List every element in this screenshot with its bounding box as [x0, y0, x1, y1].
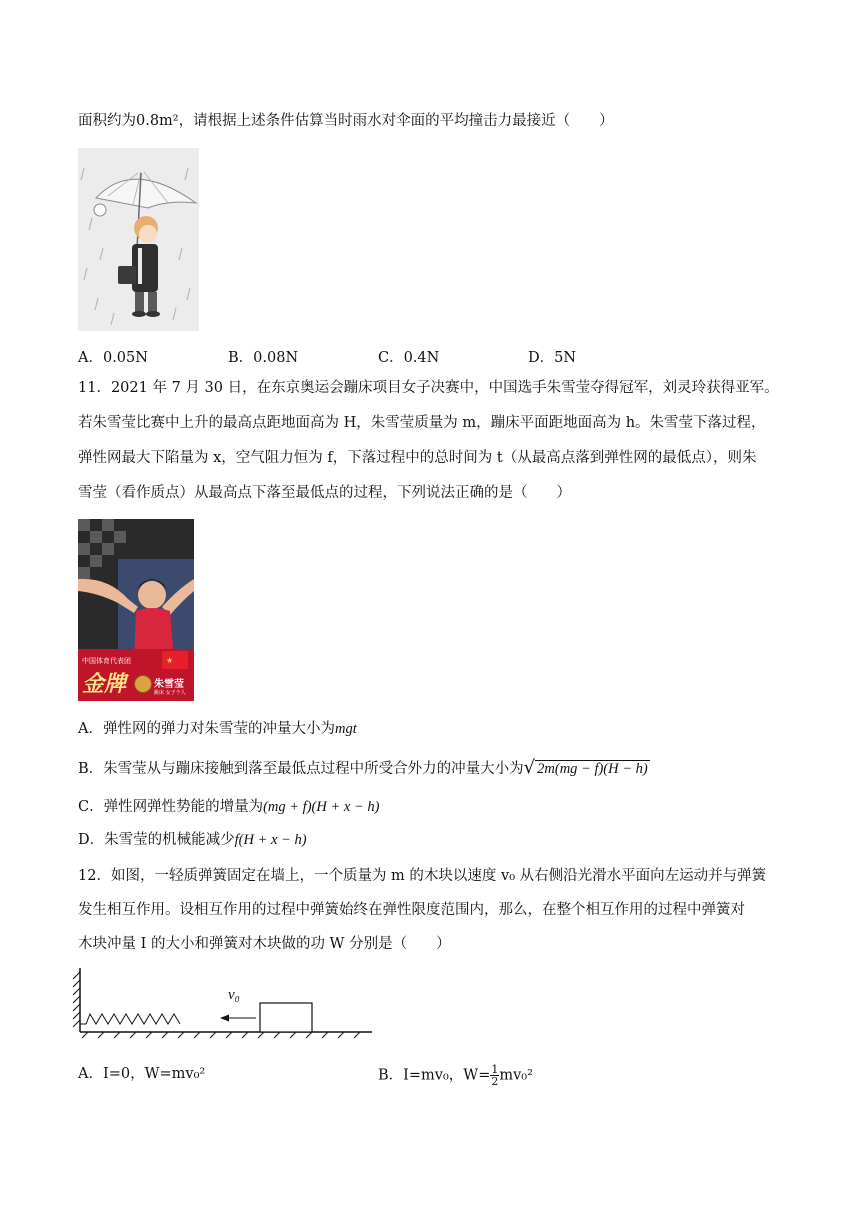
sqrt-symbol: √: [523, 757, 536, 778]
gold-medal-icon: [134, 675, 152, 693]
q11-option-a: [78, 719, 357, 739]
fraction-denominator: 2: [491, 1075, 499, 1088]
velocity-label: v₀: [228, 987, 240, 1003]
fraction-one-half: [490, 1064, 499, 1087]
photo-athlete-name: 朱雪莹: [154, 679, 184, 690]
q11-stem-line-2: 若朱雪莹比赛中上升的最高点距地面高为 H，朱雪莹质量为 m，蹦床平面距地面高为 h。朱雪莹下落过程，: [78, 415, 766, 431]
photo-team-tag: 中国体育代表团: [82, 657, 131, 665]
q12-stem-line-1: 12．如图，一轻质弹簧固定在墙上，一个质量为 m 的木块以速度 v₀ 从右侧沿光滑水平面向左运动并与弹簧: [78, 868, 767, 884]
q11-option-d-expr: f(H + x − h): [234, 832, 307, 848]
q11-stem-line-1: 11．2021 年 7 月 30 日，在东京奥运会蹦床项目女子决赛中，中国选手朱雪莹夺得冠军，刘灵玲获得亚军。: [78, 380, 779, 396]
q11-option-d-text: D．朱雪莹的机械能减少: [78, 832, 235, 848]
q10-option-c: C．0.4N: [378, 350, 440, 366]
q11-option-c: [78, 797, 379, 817]
q12-option-a: A．I=0，W=mv₀²: [78, 1066, 206, 1082]
q10-option-b: B．0.08N: [228, 350, 299, 366]
athlete-photo: [78, 519, 194, 701]
q12-option-b-suffix: mv₀²: [499, 1067, 533, 1084]
q11-option-c-expr: (mg + f)(H + x − h): [263, 799, 380, 815]
q11-option-c-text: C．弹性网弹性势能的增量为: [78, 799, 264, 815]
q12-stem-line-2: 发生相互作用。设相互作用的过程中弹簧始终在弹性限度范围内，那么，在整个相互作用的过程中弹簧对: [78, 902, 745, 918]
photo-medal-title: 金牌: [82, 672, 127, 697]
q11-option-a-text: A．弹性网的弹力对朱雪莹的冲量大小为: [78, 721, 335, 737]
fraction-numerator: 1: [491, 1063, 499, 1076]
q11-option-b: [78, 758, 650, 779]
q12-stem-line-3: 木块冲量 I 的大小和弹簧对木块做的功 W 分别是（ ）: [78, 936, 451, 952]
spring-block-diagram: [70, 966, 380, 1041]
q11-option-d: [78, 830, 307, 850]
svg-text:★: ★: [166, 656, 174, 665]
q10-option-a: A．0.05N: [78, 350, 148, 366]
q11-option-b-expr: 2m(mg − f)(H − h): [537, 761, 648, 777]
q12-option-b: [378, 1064, 533, 1087]
photo-event-caption: 跳床 女子个人: [154, 690, 186, 696]
umbrella-illustration: [78, 148, 199, 331]
q11-stem-line-3: 弹性网最大下陷量为 x，空气阻力恒为 f，下落过程中的总时间为 t（从最高点落到弹性网的最低点），则朱: [78, 450, 757, 466]
q12-option-b-prefix: B．I=mv₀，W=: [378, 1067, 491, 1084]
q11-option-b-text: B．朱雪莹从与蹦床接触到落至最低点过程中所受合外力的冲量大小为: [78, 761, 524, 777]
q11-option-a-expr: mgt: [334, 721, 357, 737]
q10-stem-tail: 面积约为0.8m²，请根据上述条件估算当时雨水对伞面的平均撞击力最接近（ ）: [78, 113, 614, 129]
q10-option-d: D．5N: [528, 350, 577, 366]
q11-stem-line-4: 雪莹（看作质点）从最高点下落至最低点的过程，下列说法正确的是（ ）: [78, 485, 571, 501]
